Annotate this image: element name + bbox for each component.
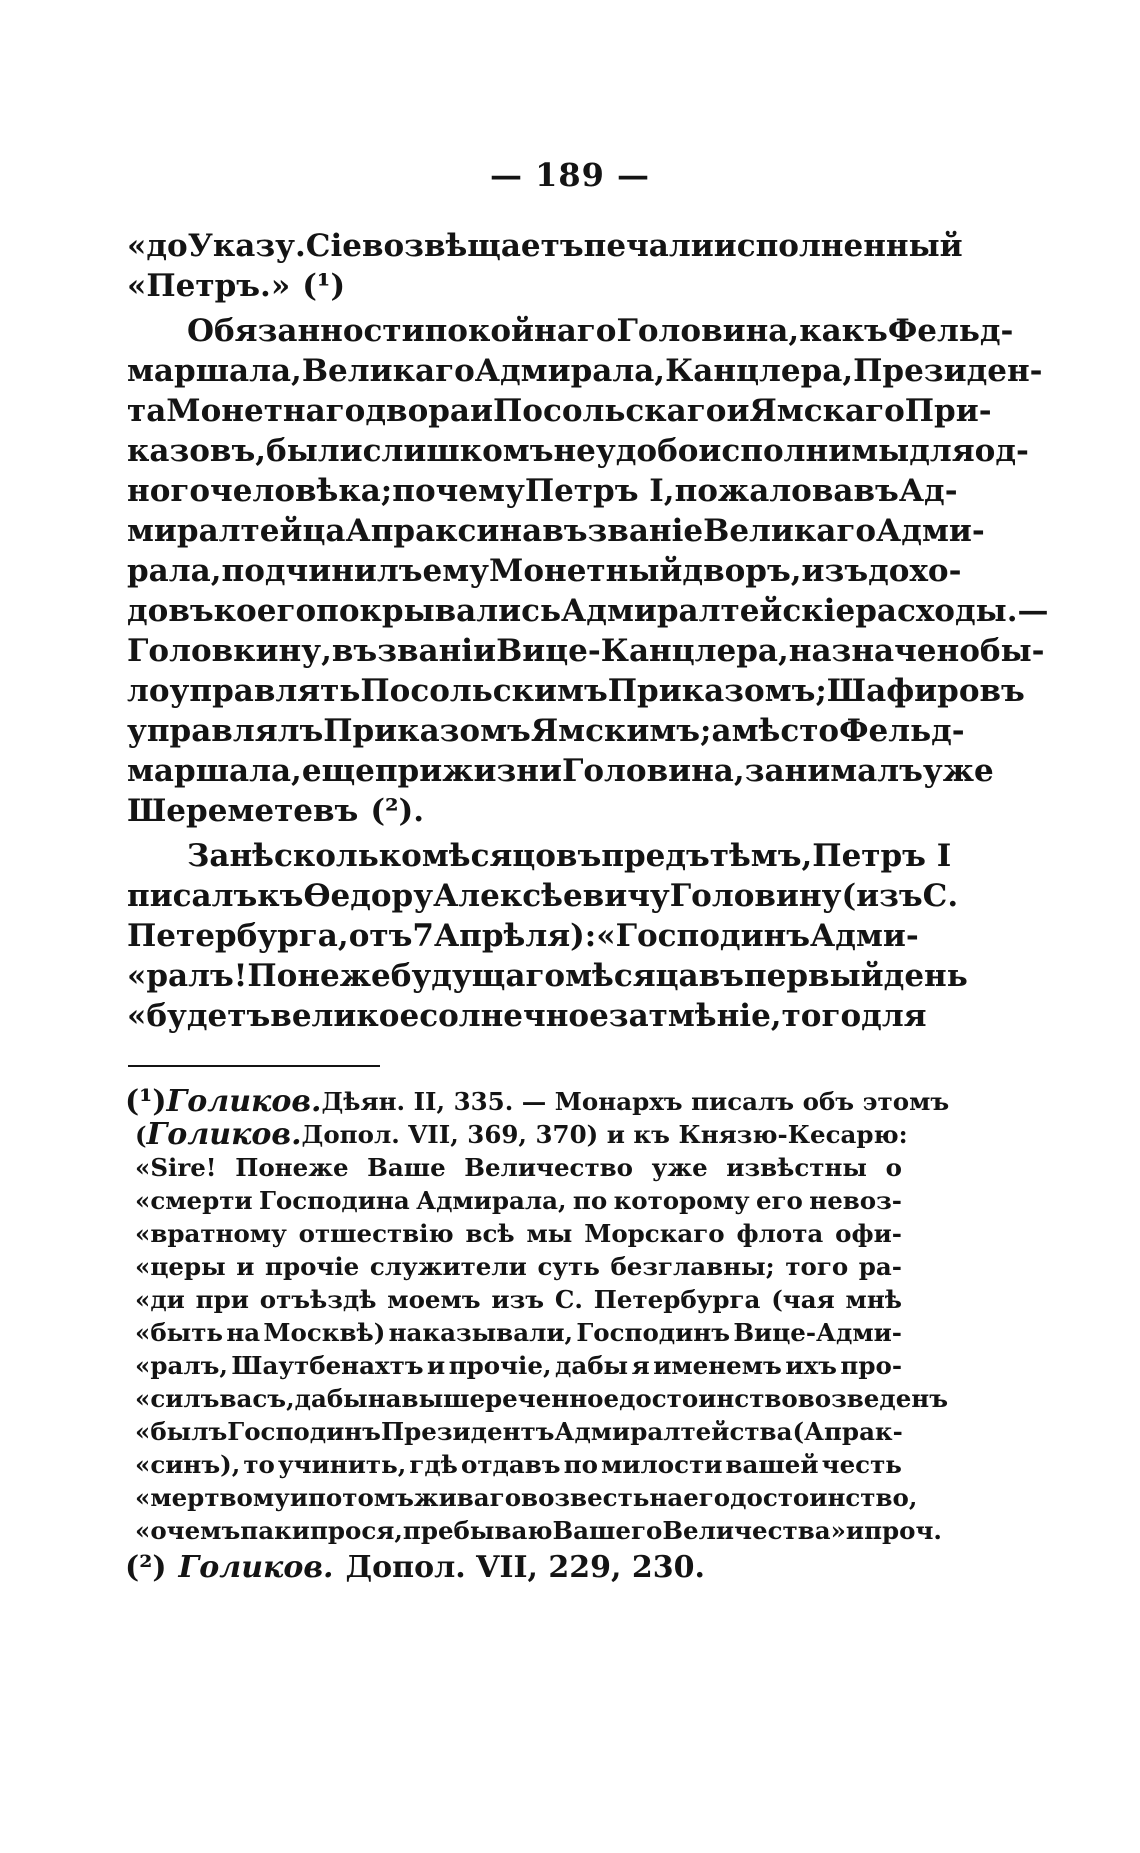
word: и [289, 1483, 308, 1512]
text-line [127, 996, 927, 1036]
word: офи- [835, 1219, 902, 1248]
word: Понеже [247, 958, 391, 994]
word: отдавъ [461, 1450, 561, 1479]
word: и [726, 393, 750, 429]
text-line [127, 671, 1025, 711]
word: потомъ [308, 1483, 414, 1512]
word: про- [840, 1351, 902, 1380]
text-line [125, 1415, 902, 1448]
word: о [885, 1153, 902, 1182]
word: извѣстны [726, 1153, 867, 1182]
word: Фельд- [887, 313, 1014, 349]
word: еще [301, 753, 375, 789]
word: назначено [788, 633, 980, 669]
word: именемъ [653, 1351, 782, 1380]
text-line [125, 1250, 902, 1283]
footnote-1-text: Дѣян. II, 335. — Монархъ писалъ объ этомъ [321, 1087, 950, 1116]
word: какъ [799, 313, 888, 349]
footnote-2-marker: (²) [125, 1550, 167, 1585]
text-line [127, 876, 959, 916]
word: милости [601, 1450, 723, 1479]
word: Адмирала, [416, 1186, 567, 1215]
word: то [243, 1450, 275, 1479]
word: возвесть [521, 1483, 650, 1512]
text-line [127, 711, 965, 751]
word: гдѣ [409, 1450, 458, 1479]
word: въ [331, 633, 378, 669]
word: ему [422, 553, 490, 589]
text-line [127, 836, 952, 876]
word: отшествію [298, 1219, 454, 1248]
word: расходы.— [855, 593, 1049, 629]
word: Шаутбенахтъ [231, 1351, 424, 1380]
footnotes [125, 1084, 950, 1585]
word: (изъ [841, 878, 923, 914]
word: его [683, 1483, 731, 1512]
word: казовъ, [127, 433, 267, 469]
word: суть [537, 1252, 600, 1281]
footnote-1-text: (Голиков. [135, 1117, 302, 1152]
word: Посольскимъ [360, 673, 608, 709]
word: Посольскаго [493, 393, 727, 429]
word: флота [736, 1219, 824, 1248]
word: Господина [258, 1186, 410, 1215]
text-line [125, 1382, 949, 1415]
word: Величества» [662, 1516, 846, 1545]
word: Канцлера, [665, 353, 854, 389]
footnote-divider [128, 1065, 380, 1067]
word: всѣ [465, 1219, 515, 1248]
word: для [909, 433, 975, 469]
word: ного [127, 473, 211, 509]
word: при [374, 753, 443, 789]
word: маршала, [127, 753, 302, 789]
word: двора [365, 393, 471, 429]
text-line [125, 1481, 918, 1514]
word: Вашего [552, 1516, 663, 1545]
word: За [187, 838, 230, 874]
word: пожаловавъ [674, 473, 899, 509]
word: Алексѣевичу [433, 878, 670, 914]
text-line [127, 631, 1045, 671]
word: отъѣздѣ [259, 1285, 377, 1314]
word: въ [542, 513, 588, 549]
word: «ралъ, [135, 1351, 228, 1380]
word: «о [135, 1516, 167, 1545]
text-line [127, 351, 1043, 391]
word: почему [392, 473, 525, 509]
footnote-2-ref: Голиков. [178, 1550, 334, 1585]
word: Понеже [235, 1153, 349, 1182]
word: вышереченное [401, 1384, 620, 1413]
word: управлялъ [127, 713, 324, 749]
word: предъ [601, 838, 710, 874]
word: невоз- [809, 1186, 902, 1215]
word: «ди [135, 1285, 185, 1314]
word: мѣсто [731, 713, 840, 749]
word: дохо- [868, 553, 962, 589]
word: Шафировъ [826, 673, 1025, 709]
word: Господинъ [576, 1318, 731, 1347]
word: при [195, 1285, 249, 1314]
word: жизни [442, 753, 562, 789]
word: Адми- [810, 918, 919, 954]
word: «Петръ.» [127, 268, 291, 304]
word: ра- [858, 1252, 902, 1281]
word: та [127, 393, 167, 429]
word: прося, [309, 1516, 403, 1545]
word: день [883, 958, 968, 994]
word: «мертвому [135, 1483, 290, 1512]
word: «ралъ! [127, 958, 248, 994]
word: «до [127, 228, 188, 264]
word: на [649, 1483, 684, 1512]
text-line [125, 1283, 902, 1316]
paragraph-3 [127, 836, 968, 1036]
word: васъ, [219, 1384, 295, 1413]
text-line [127, 471, 958, 511]
word: уже [922, 753, 994, 789]
text-line [125, 1349, 902, 1382]
text-line [127, 226, 963, 266]
word: подчинилъ [221, 553, 423, 589]
word: были [266, 433, 363, 469]
word: наказывали, [388, 1318, 574, 1347]
word: Фельд- [839, 713, 965, 749]
word: изъ [491, 1285, 545, 1314]
word: (¹) [302, 268, 346, 304]
word: При- [904, 393, 992, 429]
text-line [125, 1448, 902, 1481]
word: Головина, [561, 753, 745, 789]
word: Ваше [367, 1153, 446, 1182]
word: того [781, 998, 862, 1034]
word: ихъ [785, 1351, 837, 1380]
word: достоинство [619, 1384, 798, 1413]
word: затмѣніе, [608, 998, 782, 1034]
paragraph-2 [127, 311, 1049, 831]
word: рала, [127, 553, 222, 589]
word: «церы [135, 1252, 226, 1281]
word: Вице-Канцлера, [496, 633, 789, 669]
word: я [631, 1351, 650, 1380]
page-number: — 189 — [489, 156, 651, 194]
word: исполненный [713, 228, 963, 264]
word: Петербурга [593, 1285, 761, 1314]
word: писалъ [127, 878, 258, 914]
word: возвѣщаетъ [361, 228, 584, 264]
word: Величество [464, 1153, 634, 1182]
text-line [127, 791, 902, 831]
word: и [470, 393, 494, 429]
word: Монетнаго [166, 393, 366, 429]
word: Великаго [301, 353, 475, 389]
word: Петербурга, [127, 918, 349, 954]
word: Головина, [616, 313, 800, 349]
word: коего [213, 593, 317, 629]
word: Апраксина [345, 513, 543, 549]
word: Обязанности [187, 313, 425, 349]
word: нѣсколько [229, 838, 422, 874]
text-line [125, 1514, 942, 1547]
word: «былъ [135, 1417, 228, 1446]
word: Ад- [898, 473, 958, 509]
text-line [125, 1316, 902, 1349]
word: мы [526, 1219, 573, 1248]
word: Головкину, [127, 633, 332, 669]
text-line [127, 311, 1014, 351]
word: званіи [377, 633, 497, 669]
word: первый [743, 958, 884, 994]
word: ло [127, 673, 170, 709]
footnote-1-text: Допол. VII, 369, 370) и къ Князю-Кесарю: [301, 1120, 908, 1149]
word: Указу. [187, 228, 306, 264]
word: чемъ [166, 1516, 241, 1545]
word: (чая [771, 1285, 835, 1314]
word: Адмиралтейства [554, 1417, 793, 1446]
word: «Господинъ [596, 918, 811, 954]
word: въ [698, 958, 744, 994]
word: довъ [127, 593, 214, 629]
word: будущаго [390, 958, 566, 994]
word: для [861, 998, 927, 1034]
word: Петръ I, [524, 473, 675, 509]
word: достоинство, [730, 1483, 918, 1512]
text-line [127, 266, 902, 306]
word: живаго [413, 1483, 522, 1512]
footnote-1-line [125, 1117, 908, 1152]
word: Шереметевъ [127, 793, 359, 829]
word: и [845, 1516, 865, 1545]
word: Өедору [303, 878, 434, 914]
word: безглавны; [610, 1252, 775, 1281]
word: званіе [587, 513, 704, 549]
word: 7 [412, 918, 434, 954]
text-line [127, 431, 1029, 471]
word: Адмирала, [474, 353, 666, 389]
word: Москвѣ) [263, 1318, 386, 1347]
word: отъ [348, 918, 413, 954]
word: честь [821, 1450, 902, 1479]
word: (²). [370, 793, 425, 829]
word: человѣка; [210, 473, 393, 509]
word: а [711, 713, 732, 749]
footnote-1-marker: (¹) [125, 1084, 167, 1119]
word: Президен- [853, 353, 1043, 389]
word: его [755, 1186, 803, 1215]
word: Монетный [489, 553, 683, 589]
word: тѣмъ, [709, 838, 813, 874]
word: «вратному [135, 1219, 287, 1248]
word: Ямскимъ; [530, 713, 712, 749]
word: учинить, [278, 1450, 407, 1479]
word: дворъ, [682, 553, 802, 589]
word: моемъ [387, 1285, 481, 1314]
word: паки [240, 1516, 310, 1545]
word: прочіе, [448, 1351, 552, 1380]
word: по [572, 1186, 608, 1215]
word: миралтейца [127, 513, 346, 549]
word: вашей [725, 1450, 819, 1479]
text-line [125, 1217, 902, 1250]
word: на [367, 1384, 402, 1413]
word: (Апрак- [792, 1417, 903, 1446]
word: занималъ [744, 753, 923, 789]
word: пребываю [402, 1516, 553, 1545]
text-line [125, 1151, 902, 1184]
word: Головину [669, 878, 842, 914]
word: Адмиралтейскіе [561, 593, 856, 629]
word: Адми- [876, 513, 985, 549]
word: того [785, 1252, 849, 1281]
text-line [127, 551, 962, 591]
footnote-2-line [125, 1551, 902, 1584]
word: по [563, 1450, 598, 1479]
word: Приказомъ [323, 713, 531, 749]
word: служители [369, 1252, 527, 1281]
word: Великаго [703, 513, 877, 549]
word: «будетъ [127, 998, 271, 1034]
footnote-1-ref: Голиков. [166, 1084, 322, 1119]
paragraph-1 [127, 226, 963, 306]
text-line [127, 956, 968, 996]
word: покрывались [316, 593, 562, 629]
word: бы- [979, 633, 1045, 669]
word: уже [651, 1153, 708, 1182]
word: «синъ), [135, 1450, 241, 1479]
word: Вице-Адми- [733, 1318, 902, 1347]
word: дабы [294, 1384, 368, 1413]
word: прочіе [265, 1252, 360, 1281]
word: Сіе [305, 228, 362, 264]
word: С. [922, 878, 959, 914]
word: Президентъ [380, 1417, 555, 1446]
word: Морскаго [584, 1219, 725, 1248]
word: мѣсяца [565, 958, 699, 994]
text-line [127, 751, 994, 791]
word: къ [257, 878, 304, 914]
word: неудобоисполнимы [553, 433, 910, 469]
word: покойнаго [424, 313, 617, 349]
text-line [125, 1184, 902, 1217]
word: на [226, 1318, 261, 1347]
word: слишкомъ [362, 433, 554, 469]
word: управлять [169, 673, 361, 709]
word: Господинъ [227, 1417, 381, 1446]
word: Апрѣля): [433, 918, 597, 954]
word: од- [974, 433, 1029, 469]
text-line [127, 391, 992, 431]
word: мѣсяцовъ [421, 838, 602, 874]
word: «быть [135, 1318, 224, 1347]
word: Ямскаго [749, 393, 905, 429]
word: Приказомъ; [607, 673, 827, 709]
footnote-1-quote [125, 1151, 949, 1547]
word: Петръ I [812, 838, 952, 874]
main-text [127, 226, 1049, 1036]
word: печали [583, 228, 714, 264]
word: «силъ [135, 1384, 220, 1413]
word: дабы [554, 1351, 629, 1380]
word: «смерти [135, 1186, 253, 1215]
word: солнечное [419, 998, 609, 1034]
word: проч. [864, 1516, 942, 1545]
text-line [127, 511, 985, 551]
word: мнѣ [845, 1285, 902, 1314]
word: великое [270, 998, 420, 1034]
word: и [236, 1252, 255, 1281]
word: возведенъ [797, 1384, 949, 1413]
word: маршала, [127, 353, 302, 389]
word: С. [554, 1285, 583, 1314]
word: «Sire! [135, 1153, 217, 1182]
word: и [427, 1351, 446, 1380]
footnote-2-text: Допол. VII, 229, 230. [345, 1550, 705, 1585]
footnote-1-line [125, 1084, 950, 1119]
word: которому [613, 1186, 750, 1215]
word: изъ [801, 553, 869, 589]
text-line [127, 591, 1049, 631]
text-line [127, 916, 919, 956]
